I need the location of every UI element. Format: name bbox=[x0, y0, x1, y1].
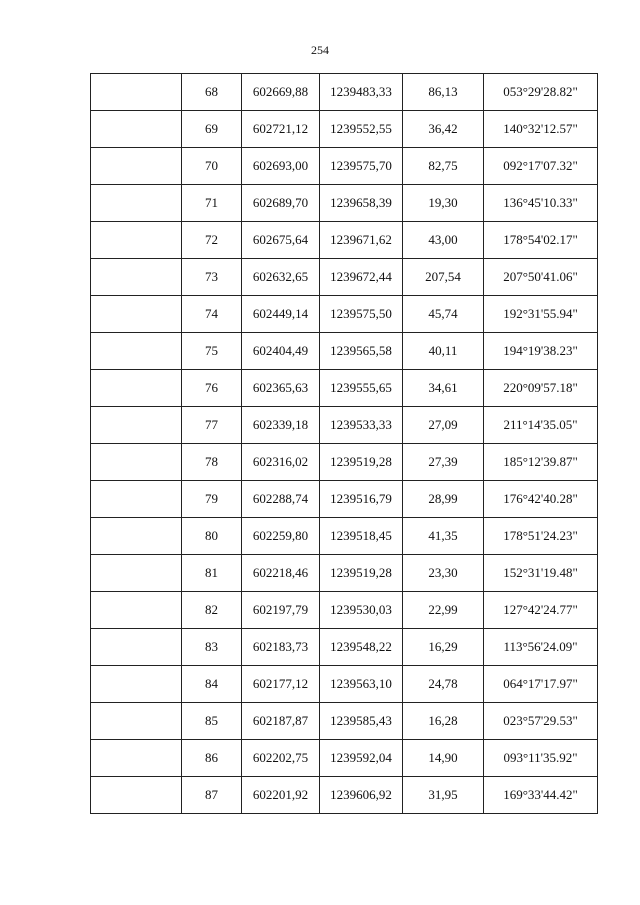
point-number-cell: 71 bbox=[182, 185, 242, 222]
point-number-cell: 73 bbox=[182, 259, 242, 296]
point-number-cell: 76 bbox=[182, 370, 242, 407]
table-row bbox=[91, 740, 598, 777]
plot-name-cell bbox=[91, 148, 182, 185]
segment-length-cell: 22,99 bbox=[403, 592, 484, 629]
plot-name-cell bbox=[91, 296, 182, 333]
x-coordinate-cell: 602197,79 bbox=[242, 592, 320, 629]
y-coordinate-cell: 1239671,62 bbox=[320, 222, 403, 259]
bearing-cell: 136°45'10.33" bbox=[484, 185, 598, 222]
plot-name-cell bbox=[91, 333, 182, 370]
point-number-cell: 84 bbox=[182, 666, 242, 703]
segment-length-cell: 82,75 bbox=[403, 148, 484, 185]
y-coordinate-cell: 1239658,39 bbox=[320, 185, 403, 222]
table-row bbox=[91, 777, 598, 814]
point-number-cell: 83 bbox=[182, 629, 242, 666]
y-coordinate-cell: 1239575,50 bbox=[320, 296, 403, 333]
point-number-cell: 70 bbox=[182, 148, 242, 185]
plot-name-cell bbox=[91, 481, 182, 518]
x-coordinate-cell: 602365,63 bbox=[242, 370, 320, 407]
point-number-cell: 78 bbox=[182, 444, 242, 481]
table-row bbox=[91, 74, 598, 111]
bearing-cell: 211°14'35.05" bbox=[484, 407, 598, 444]
plot-name-cell bbox=[91, 703, 182, 740]
segment-length-cell: 207,54 bbox=[403, 259, 484, 296]
plot-name-cell bbox=[91, 407, 182, 444]
table-row bbox=[91, 370, 598, 407]
bearing-cell: 178°51'24.23" bbox=[484, 518, 598, 555]
x-coordinate-cell: 602449,14 bbox=[242, 296, 320, 333]
y-coordinate-cell: 1239552,55 bbox=[320, 111, 403, 148]
x-coordinate-cell: 602183,73 bbox=[242, 629, 320, 666]
plot-name-cell bbox=[91, 74, 182, 111]
plot-name-cell bbox=[91, 666, 182, 703]
plot-name-cell bbox=[91, 740, 182, 777]
table-row bbox=[91, 259, 598, 296]
y-coordinate-cell: 1239592,04 bbox=[320, 740, 403, 777]
x-coordinate-cell: 602675,64 bbox=[242, 222, 320, 259]
y-coordinate-cell: 1239606,92 bbox=[320, 777, 403, 814]
plot-name-cell bbox=[91, 111, 182, 148]
y-coordinate-cell: 1239483,33 bbox=[320, 74, 403, 111]
table-row bbox=[91, 555, 598, 592]
bearing-cell: 127°42'24.77" bbox=[484, 592, 598, 629]
point-number-cell: 75 bbox=[182, 333, 242, 370]
table-row bbox=[91, 703, 598, 740]
table-row bbox=[91, 222, 598, 259]
x-coordinate-cell: 602721,12 bbox=[242, 111, 320, 148]
y-coordinate-cell: 1239518,45 bbox=[320, 518, 403, 555]
table-row bbox=[91, 185, 598, 222]
x-coordinate-cell: 602693,00 bbox=[242, 148, 320, 185]
point-number-cell: 86 bbox=[182, 740, 242, 777]
x-coordinate-cell: 602632,65 bbox=[242, 259, 320, 296]
plot-name-cell bbox=[91, 518, 182, 555]
table-row bbox=[91, 296, 598, 333]
segment-length-cell: 86,13 bbox=[403, 74, 484, 111]
plot-name-cell bbox=[91, 592, 182, 629]
y-coordinate-cell: 1239530,03 bbox=[320, 592, 403, 629]
bearing-cell: 053°29'28.82" bbox=[484, 74, 598, 111]
point-number-cell: 79 bbox=[182, 481, 242, 518]
segment-length-cell: 24,78 bbox=[403, 666, 484, 703]
bearing-cell: 178°54'02.17" bbox=[484, 222, 598, 259]
page-number: 254 bbox=[311, 43, 329, 57]
segment-length-cell: 27,09 bbox=[403, 407, 484, 444]
x-coordinate-cell: 602187,87 bbox=[242, 703, 320, 740]
plot-name-cell bbox=[91, 444, 182, 481]
plot-name-cell bbox=[91, 629, 182, 666]
bearing-cell: 093°11'35.92" bbox=[484, 740, 598, 777]
bearing-cell: 192°31'55.94" bbox=[484, 296, 598, 333]
segment-length-cell: 16,29 bbox=[403, 629, 484, 666]
x-coordinate-cell: 602177,12 bbox=[242, 666, 320, 703]
point-number-cell: 87 bbox=[182, 777, 242, 814]
y-coordinate-cell: 1239563,10 bbox=[320, 666, 403, 703]
bearing-cell: 023°57'29.53" bbox=[484, 703, 598, 740]
x-coordinate-cell: 602218,46 bbox=[242, 555, 320, 592]
segment-length-cell: 31,95 bbox=[403, 777, 484, 814]
bearing-cell: 207°50'41.06" bbox=[484, 259, 598, 296]
segment-length-cell: 40,11 bbox=[403, 333, 484, 370]
bearing-cell: 092°17'07.32" bbox=[484, 148, 598, 185]
point-number-cell: 77 bbox=[182, 407, 242, 444]
x-coordinate-cell: 602316,02 bbox=[242, 444, 320, 481]
plot-name-cell bbox=[91, 370, 182, 407]
segment-length-cell: 23,30 bbox=[403, 555, 484, 592]
y-coordinate-cell: 1239519,28 bbox=[320, 555, 403, 592]
point-number-cell: 68 bbox=[182, 74, 242, 111]
bearing-cell: 152°31'19.48" bbox=[484, 555, 598, 592]
y-coordinate-cell: 1239533,33 bbox=[320, 407, 403, 444]
plot-name-cell bbox=[91, 555, 182, 592]
table-row bbox=[91, 444, 598, 481]
segment-length-cell: 16,28 bbox=[403, 703, 484, 740]
coordinates-table bbox=[90, 73, 598, 814]
segment-length-cell: 41,35 bbox=[403, 518, 484, 555]
x-coordinate-cell: 602689,70 bbox=[242, 185, 320, 222]
segment-length-cell: 34,61 bbox=[403, 370, 484, 407]
y-coordinate-cell: 1239672,44 bbox=[320, 259, 403, 296]
plot-name-cell bbox=[91, 259, 182, 296]
table-row bbox=[91, 333, 598, 370]
point-number-cell: 80 bbox=[182, 518, 242, 555]
x-coordinate-cell: 602288,74 bbox=[242, 481, 320, 518]
bearing-cell: 064°17'17.97" bbox=[484, 666, 598, 703]
coordinates-table-body bbox=[91, 74, 598, 814]
point-number-cell: 69 bbox=[182, 111, 242, 148]
point-number-cell: 74 bbox=[182, 296, 242, 333]
plot-name-cell bbox=[91, 222, 182, 259]
table-row bbox=[91, 407, 598, 444]
table-row bbox=[91, 666, 598, 703]
x-coordinate-cell: 602259,80 bbox=[242, 518, 320, 555]
point-number-cell: 81 bbox=[182, 555, 242, 592]
point-number-cell: 85 bbox=[182, 703, 242, 740]
x-coordinate-cell: 602404,49 bbox=[242, 333, 320, 370]
y-coordinate-cell: 1239519,28 bbox=[320, 444, 403, 481]
segment-length-cell: 14,90 bbox=[403, 740, 484, 777]
bearing-cell: 220°09'57.18" bbox=[484, 370, 598, 407]
x-coordinate-cell: 602669,88 bbox=[242, 74, 320, 111]
segment-length-cell: 19,30 bbox=[403, 185, 484, 222]
table-row bbox=[91, 481, 598, 518]
x-coordinate-cell: 602202,75 bbox=[242, 740, 320, 777]
plot-name-cell bbox=[91, 185, 182, 222]
bearing-cell: 113°56'24.09" bbox=[484, 629, 598, 666]
point-number-cell: 72 bbox=[182, 222, 242, 259]
table-row bbox=[91, 592, 598, 629]
bearing-cell: 140°32'12.57" bbox=[484, 111, 598, 148]
table-row bbox=[91, 518, 598, 555]
table-row bbox=[91, 111, 598, 148]
segment-length-cell: 45,74 bbox=[403, 296, 484, 333]
bearing-cell: 176°42'40.28" bbox=[484, 481, 598, 518]
y-coordinate-cell: 1239548,22 bbox=[320, 629, 403, 666]
table-row bbox=[91, 148, 598, 185]
y-coordinate-cell: 1239575,70 bbox=[320, 148, 403, 185]
segment-length-cell: 28,99 bbox=[403, 481, 484, 518]
bearing-cell: 194°19'38.23" bbox=[484, 333, 598, 370]
segment-length-cell: 27,39 bbox=[403, 444, 484, 481]
bearing-cell: 169°33'44.42" bbox=[484, 777, 598, 814]
segment-length-cell: 43,00 bbox=[403, 222, 484, 259]
bearing-cell: 185°12'39.87" bbox=[484, 444, 598, 481]
table-row bbox=[91, 629, 598, 666]
point-number-cell: 82 bbox=[182, 592, 242, 629]
segment-length-cell: 36,42 bbox=[403, 111, 484, 148]
y-coordinate-cell: 1239565,58 bbox=[320, 333, 403, 370]
y-coordinate-cell: 1239516,79 bbox=[320, 481, 403, 518]
x-coordinate-cell: 602339,18 bbox=[242, 407, 320, 444]
plot-name-cell bbox=[91, 777, 182, 814]
y-coordinate-cell: 1239585,43 bbox=[320, 703, 403, 740]
x-coordinate-cell: 602201,92 bbox=[242, 777, 320, 814]
y-coordinate-cell: 1239555,65 bbox=[320, 370, 403, 407]
